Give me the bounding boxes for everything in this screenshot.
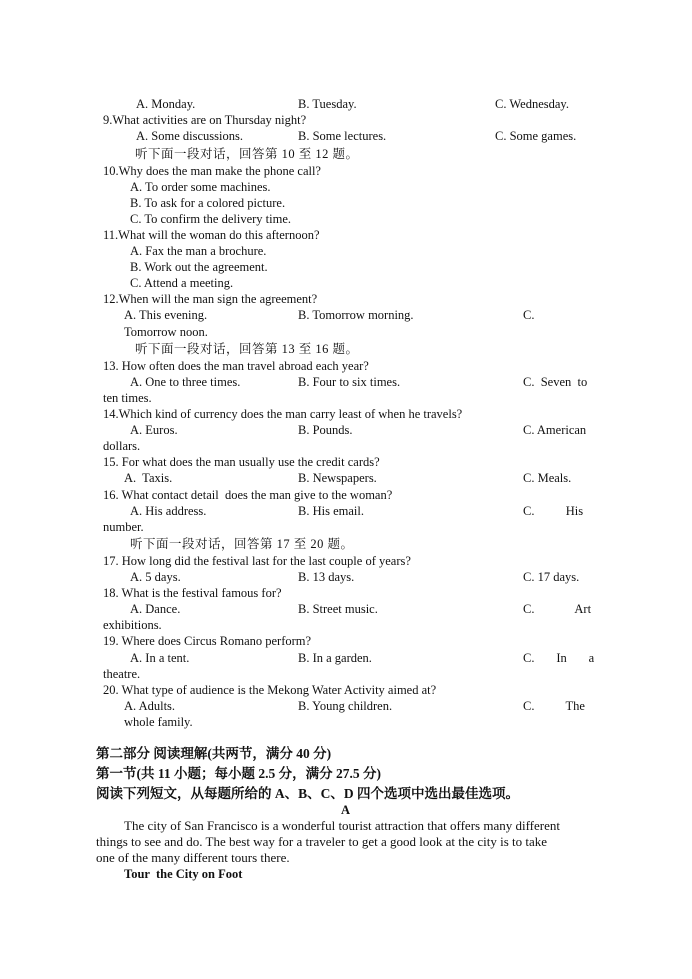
option-a: A. Euros. bbox=[130, 423, 178, 437]
option-b: B. Tomorrow morning. bbox=[298, 308, 414, 322]
paragraph-line: The city of San Francisco is a wonderful tourist attraction that offers many different bbox=[124, 818, 560, 833]
option-a: A. Monday. bbox=[136, 97, 196, 111]
option-a: A. This evening. bbox=[124, 308, 208, 322]
option-a: A. Adults. bbox=[124, 699, 176, 713]
option-b: B. Newspapers. bbox=[298, 471, 377, 485]
listening-instruction: 听下面一段对话，回答第 10 至 12 题。 bbox=[135, 147, 359, 161]
question-18: 18. What is the festival famous for? bbox=[103, 586, 282, 600]
passage-letter: A bbox=[341, 803, 351, 817]
option-c: C. bbox=[523, 308, 535, 322]
option-c-wrap: exhibitions. bbox=[103, 618, 162, 632]
reading-instruction: 阅读下列短文，从每题所给的 A、B、C、D 四个选项中选出最佳选项。 bbox=[96, 786, 520, 801]
part-heading: 第二部分 阅读理解(共两节，满分 40 分) bbox=[96, 746, 332, 761]
option-c-wrap: number. bbox=[103, 520, 144, 534]
option-c-wrap: whole family. bbox=[124, 715, 193, 729]
option-b: B. Street music. bbox=[298, 602, 378, 616]
question-12: 12.When will the man sign the agreement? bbox=[103, 292, 318, 306]
option-c-wrap: ten times. bbox=[103, 391, 152, 405]
option-b: B. Pounds. bbox=[298, 423, 353, 437]
option-b: B. To ask for a colored picture. bbox=[130, 196, 286, 210]
option-b: B. Work out the agreement. bbox=[130, 260, 268, 274]
option-a: A. One to three times. bbox=[130, 375, 241, 389]
paragraph-line: one of the many different tours there. bbox=[96, 850, 290, 865]
question-17: 17. How long did the festival last for the last couple of years? bbox=[103, 554, 411, 568]
question-20: 20. What type of audience is the Mekong Water Activity aimed at? bbox=[103, 683, 437, 697]
option-c: C. Art bbox=[523, 602, 592, 616]
option-c: C. The bbox=[523, 699, 585, 713]
option-c: C. Meals. bbox=[523, 471, 572, 485]
question-10: 10.Why does the man make the phone call? bbox=[103, 164, 321, 178]
option-a: A. His address. bbox=[130, 504, 207, 518]
option-a: A. Dance. bbox=[130, 602, 181, 616]
option-a: A. 5 days. bbox=[130, 570, 181, 584]
listening-instruction: 听下面一段对话，回答第 13 至 16 题。 bbox=[135, 342, 359, 356]
option-b: B. Tuesday. bbox=[298, 97, 357, 111]
question-16: 16. What contact detail does the man give to the woman? bbox=[103, 488, 393, 502]
question-19: 19. Where does Circus Romano perform? bbox=[103, 634, 312, 648]
question-11: 11.What will the woman do this afternoon? bbox=[103, 228, 320, 242]
option-c: C. Some games. bbox=[495, 129, 577, 143]
question-13: 13. How often does the man travel abroad each year? bbox=[103, 359, 369, 373]
option-c: C. Seven to bbox=[523, 375, 588, 389]
option-b: B. 13 days. bbox=[298, 570, 355, 584]
option-a: A. To order some machines. bbox=[130, 180, 271, 194]
option-a: A. Fax the man a brochure. bbox=[130, 244, 267, 258]
question-14: 14.Which kind of currency does the man carry least of when he travels? bbox=[103, 407, 463, 421]
option-b: B. Some lectures. bbox=[298, 129, 387, 143]
option-c-wrap: theatre. bbox=[103, 667, 141, 681]
option-b: B. His email. bbox=[298, 504, 364, 518]
option-a: A. In a tent. bbox=[130, 651, 190, 665]
option-c: C. To confirm the delivery time. bbox=[130, 212, 292, 226]
option-b: B. Four to six times. bbox=[298, 375, 401, 389]
option-c-wrap: dollars. bbox=[103, 439, 141, 453]
question-15: 15. For what does the man usually use the credit cards? bbox=[103, 455, 380, 469]
paragraph-line: things to see and do. The best way for a traveler to get a good look at the city is to take bbox=[96, 834, 548, 849]
section-heading: 第一节(共 11 小题；每小题 2.5 分，满分 27.5 分) bbox=[96, 766, 381, 781]
question-9: 9.What activities are on Thursday night? bbox=[103, 113, 307, 127]
option-c: C. 17 days. bbox=[523, 570, 580, 584]
subheading: Tour the City on Foot bbox=[124, 867, 243, 881]
option-c: C. In a bbox=[523, 651, 595, 665]
option-b: B. In a garden. bbox=[298, 651, 372, 665]
option-c: C. His bbox=[523, 504, 584, 518]
option-c-wrap: Tomorrow noon. bbox=[124, 325, 208, 339]
listening-instruction: 听下面一段对话，回答第 17 至 20 题。 bbox=[130, 537, 354, 551]
option-c: C. Wednesday. bbox=[495, 97, 569, 111]
option-a: A. Some discussions. bbox=[136, 129, 243, 143]
option-b: B. Young children. bbox=[298, 699, 393, 713]
option-c: C. American bbox=[523, 423, 587, 437]
option-a: A. Taxis. bbox=[124, 471, 173, 485]
option-c: C. Attend a meeting. bbox=[130, 276, 234, 290]
